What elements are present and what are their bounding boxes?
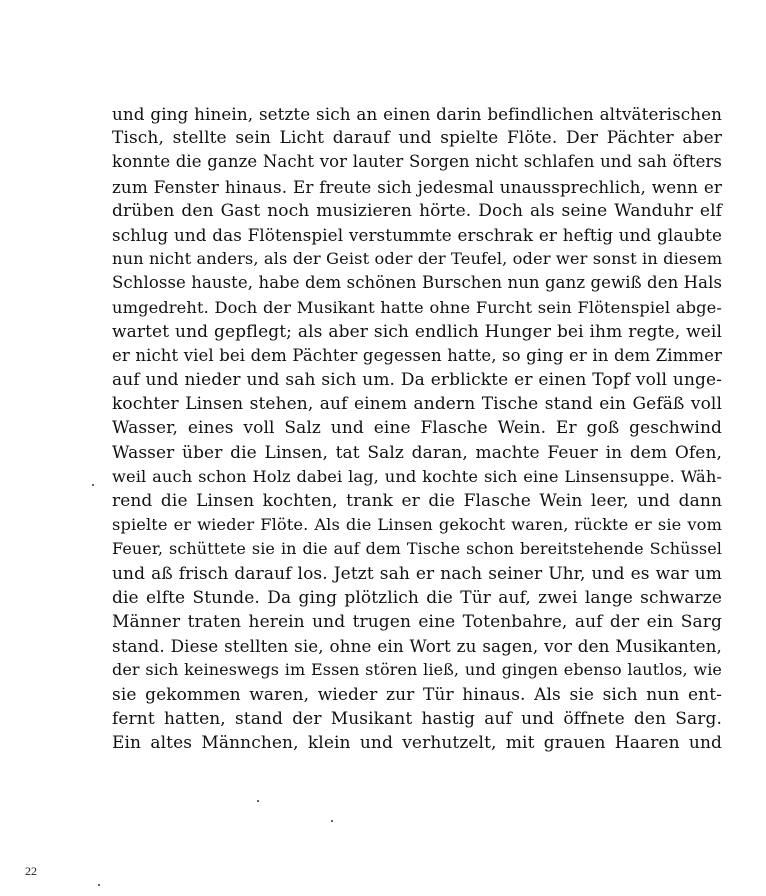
body-text xyxy=(112,102,722,755)
text-line: Männer traten herein und trugen eine Totenbahre, auf der ein Sarg xyxy=(112,611,722,632)
text-line: Tisch, stellte sein Licht darauf und spielte Flöte. Der Pächter aber xyxy=(112,128,722,149)
text-line: rend die Linsen kochten, trank er die Flasche Wein leer, und dann xyxy=(112,491,722,511)
text-line: spielte er wieder Flöte. Als die Linsen gekocht waren, rückte er sie vom xyxy=(112,515,722,535)
text-line: Wasser, eines voll Salz und eine Flasche Wein. Er goß geschwind xyxy=(112,418,722,439)
scan-speck xyxy=(331,820,333,822)
text-line: kochter Linsen stehen, auf einem andern Tische stand ein Gefäß voll xyxy=(112,394,722,415)
text-line: der sich keineswegs im Essen stören ließ, und gingen ebenso lautlos, wie xyxy=(112,660,722,680)
text-line: und ging hinein, setzte sich an einen darin befindlichen altväterischen xyxy=(112,104,722,124)
text-line: auf und nieder und sah sich um. Da erblickte er einen Topf voll unge- xyxy=(112,370,722,391)
text-line: zum Fenster hinaus. Er freute sich jedesmal unaussprechlich, wenn er xyxy=(112,176,722,197)
text-line: schlug und das Flötenspiel verstummte erschrak er heftig und glaubte xyxy=(112,224,722,245)
text-line: weil auch schon Holz dabei lag, und kochte sich eine Linsensuppe. Wäh- xyxy=(112,466,722,486)
text-line: Schlosse hauste, habe dem schönen Burschen nun ganz gewiß den Hals xyxy=(112,273,723,293)
text-line: nun nicht anders, als der Geist oder der Teufel, oder wer sonst in diesem xyxy=(112,249,723,269)
text-line: umgedreht. Doch der Musikant hatte ohne Furcht sein Flötenspiel abge- xyxy=(112,297,722,317)
scan-speck xyxy=(257,800,259,802)
text-line: wartet und gepflegt; als aber sich endlich Hunger bei ihm regte, weil xyxy=(112,321,722,342)
text-line: Wasser über die Linsen, tat Salz daran, machte Feuer in dem Ofen, xyxy=(112,442,722,463)
text-line: und aß frisch darauf los. Jetzt sah er nach seiner Uhr, und es war um xyxy=(112,563,722,584)
text-line: die elfte Stunde. Da ging plötzlich die Tür auf, zwei lange schwarze xyxy=(112,587,722,608)
text-line: drüben den Gast noch musizieren hörte. Doch als seine Wanduhr elf xyxy=(112,200,722,221)
text-line: fernt hatten, stand der Musikant hastig auf und öffnete den Sarg. xyxy=(112,708,722,729)
text-line: konnte die ganze Nacht vor lauter Sorgen nicht schlafen und sah öfters xyxy=(112,152,722,172)
text-line: stand. Diese stellten sie, ohne ein Wort zu sagen, vor den Musikanten, xyxy=(112,636,722,657)
text-line: Feuer, schüttete sie in die auf dem Tische schon bereitstehende Schüssel xyxy=(112,539,722,559)
text-line: Ein altes Männchen, klein und verhutzelt, mit grauen Haaren und xyxy=(112,732,722,753)
text-line: sie gekommen waren, wieder zur Tür hinaus. Als sie sich nun ent- xyxy=(112,684,722,705)
scan-speck xyxy=(92,484,94,486)
text-line: er nicht viel bei dem Pächter gegessen hatte, so ging er in dem Zimmer xyxy=(112,345,722,365)
scan-speck xyxy=(98,884,100,886)
page-number: 22 xyxy=(25,864,37,878)
